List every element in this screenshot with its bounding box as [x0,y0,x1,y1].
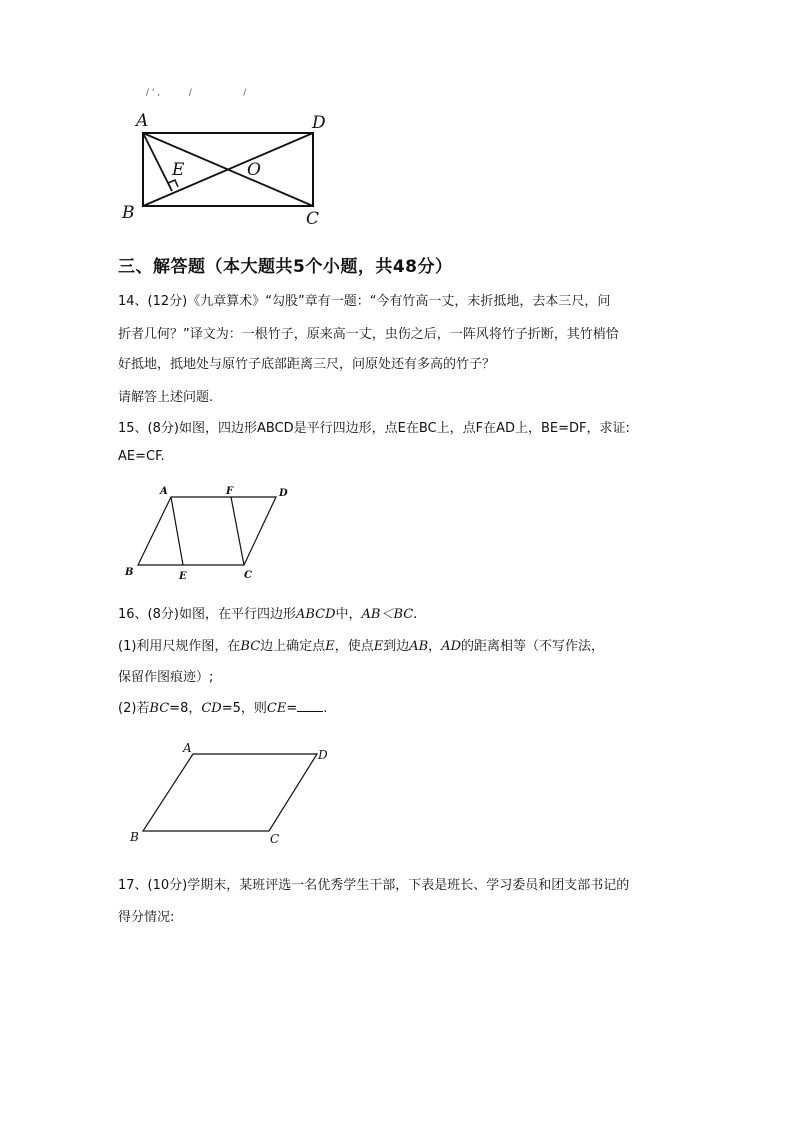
label-c: C [244,570,252,581]
q16-p1-e: E [325,639,335,654]
q16-p1-f: 的距离相等（不写作法， [461,639,605,654]
label-b: B [130,830,139,844]
q16-p1-ab: AB [409,639,429,654]
q16-p2-c: =5，则 [221,701,267,716]
q16-p1-bc: BC [240,639,261,654]
q17-line-1: 17、(10分)学期末，某班评选一名优秀学生干部，下表是班长、学习委员和团支部书记的 [118,878,630,893]
section-title: 三、解答题（本大题共5个小题，共48分） [118,257,453,277]
q16-p1-ad: AD [441,639,461,654]
q16-p2-ce: CE [266,701,287,716]
label-e: E [179,571,187,582]
q16-intro-end: . [413,607,418,622]
q14-line-2: 折者几何？”译文为：一根竹子，原来高一丈，虫伤之后，一阵风将竹子折断，其竹梢恰 [118,327,619,342]
label-b: B [122,203,135,223]
label-d: D [318,748,328,762]
top-fragment: / ' , / / [146,88,247,98]
q16-part-1-line-2: 保留作图痕迹）; [118,670,214,685]
label-c: C [306,209,320,229]
q16-p2-d: = [286,701,298,716]
q16-p1-c: ，使点 [334,639,374,654]
q15-line-2: AE=CF. [118,449,165,464]
q16-p2-cd: CD [201,701,222,716]
q16-condition: AB＜BC [361,607,414,622]
label-a: A [136,111,149,131]
q16-p1-b: 边上确定点 [260,639,326,654]
label-b: B [125,567,134,578]
q14-line-1: 14、(12分)《九章算术》“勾股”章有一题：“今有竹高一丈，末折抵地，去本三尺，问 [118,294,611,309]
q14-line-4: 请解答上述问题. [118,390,214,405]
q16-p2-bc: BC [149,701,170,716]
q16-p1-a: (1)利用尺规作图，在 [118,639,241,654]
q16-parallelogram-name: ABCD [295,607,336,622]
q16-p2-a: (2)若 [118,701,150,716]
label-d: D [312,113,326,133]
q16-intro-text: 16、(8分)如图，在平行四边形 [118,607,296,622]
q16-p1-d: 到边 [383,639,410,654]
q15-line-1: 15、(8分)如图，四边形ABCD是平行四边形，点E在BC上，点F在AD上，BE=DF，求证: [118,421,630,436]
label-d: D [279,488,288,499]
q16-intro-mid: 中， [335,607,362,622]
q16-p1-sep: ， [428,639,442,654]
q17-line-2: 得分情况: [118,910,175,925]
q14-line-3: 好抵地，抵地处与原竹子底部距离三尺，问原处还有多高的竹子？ [118,357,496,372]
label-e: E [172,160,185,180]
label-f: F [226,486,234,497]
label-o: O [247,160,261,180]
q16-p2-b: =8， [169,701,202,716]
label-a: A [160,486,168,497]
q16-p2-end: . [323,701,328,716]
parallelogram-abcd [143,754,317,831]
label-a: A [183,741,192,755]
label-c: C [270,832,280,846]
q16-p1-e2: E [373,639,384,654]
